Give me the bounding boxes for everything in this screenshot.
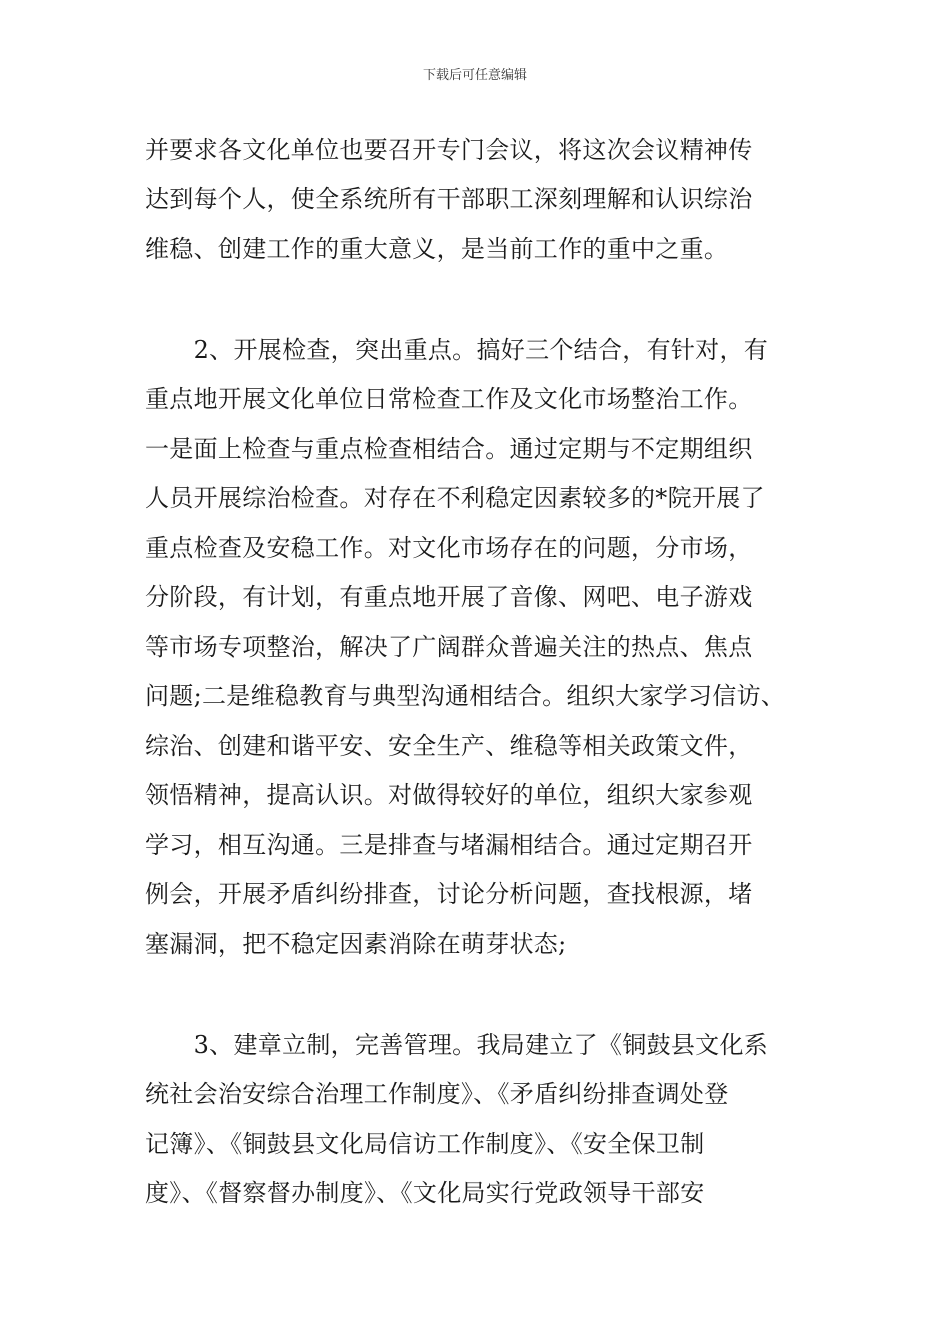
body-line: 综治、创建和谐平安、安全生产、维稳等相关政策文件，: [145, 732, 753, 760]
body-line: 学习，相互沟通。三是排查与堵漏相结合。通过定期召开: [145, 831, 753, 859]
body-line: 塞漏洞，把不稳定因素消除在萌芽状态;: [145, 930, 567, 958]
body-line: 并要求各文化单位也要召开专门会议，将这次会议精神传: [145, 136, 753, 164]
body-line: 重点检查及安稳工作。对文化市场存在的问题，分市场，: [145, 534, 753, 562]
body-line: 达到每个人，使全系统所有干部职工深刻理解和认识综治: [145, 185, 753, 213]
body-line: 3、建章立制，完善管理。我局建立了《铜鼓县文化系: [145, 1031, 769, 1059]
body-line: 度》、《督察督办制度》、《文化局实行党政领导干部安: [145, 1179, 705, 1207]
body-line: 问题;二是维稳教育与典型沟通相结合。组织大家学习信访、: [145, 682, 786, 710]
body-line: 人员开展综治检查。对存在不利稳定因素较多的*院开展了: [145, 484, 765, 512]
body-line: 分阶段，有计划，有重点地开展了音像、网吧、电子游戏: [145, 583, 753, 611]
body-line: 记簿》、《铜鼓县文化局信访工作制度》、《安全保卫制: [145, 1130, 705, 1158]
body-line: 维稳、创建工作的重大意义，是当前工作的重中之重。: [145, 235, 729, 263]
body-line: 领悟精神，提高认识。对做得较好的单位，组织大家参观: [145, 781, 753, 809]
page-header: 下载后可任意编辑: [422, 68, 527, 83]
body-line: 例会，开展矛盾纠纷排查，讨论分析问题，查找根源，堵: [145, 880, 753, 908]
body-line: 等市场专项整治，解决了广阔群众普遍关注的热点、焦点: [145, 633, 753, 661]
body-line: 一是面上检查与重点检查相结合。通过定期与不定期组织: [145, 435, 753, 463]
body-line: 重点地开展文化单位日常检查工作及文化市场整治工作。: [145, 385, 753, 413]
body-line: 统社会治安综合治理工作制度》、《矛盾纠纷排查调处登: [145, 1080, 729, 1108]
body-line: 2、开展检查，突出重点。搞好三个结合，有针对，有: [145, 336, 769, 364]
